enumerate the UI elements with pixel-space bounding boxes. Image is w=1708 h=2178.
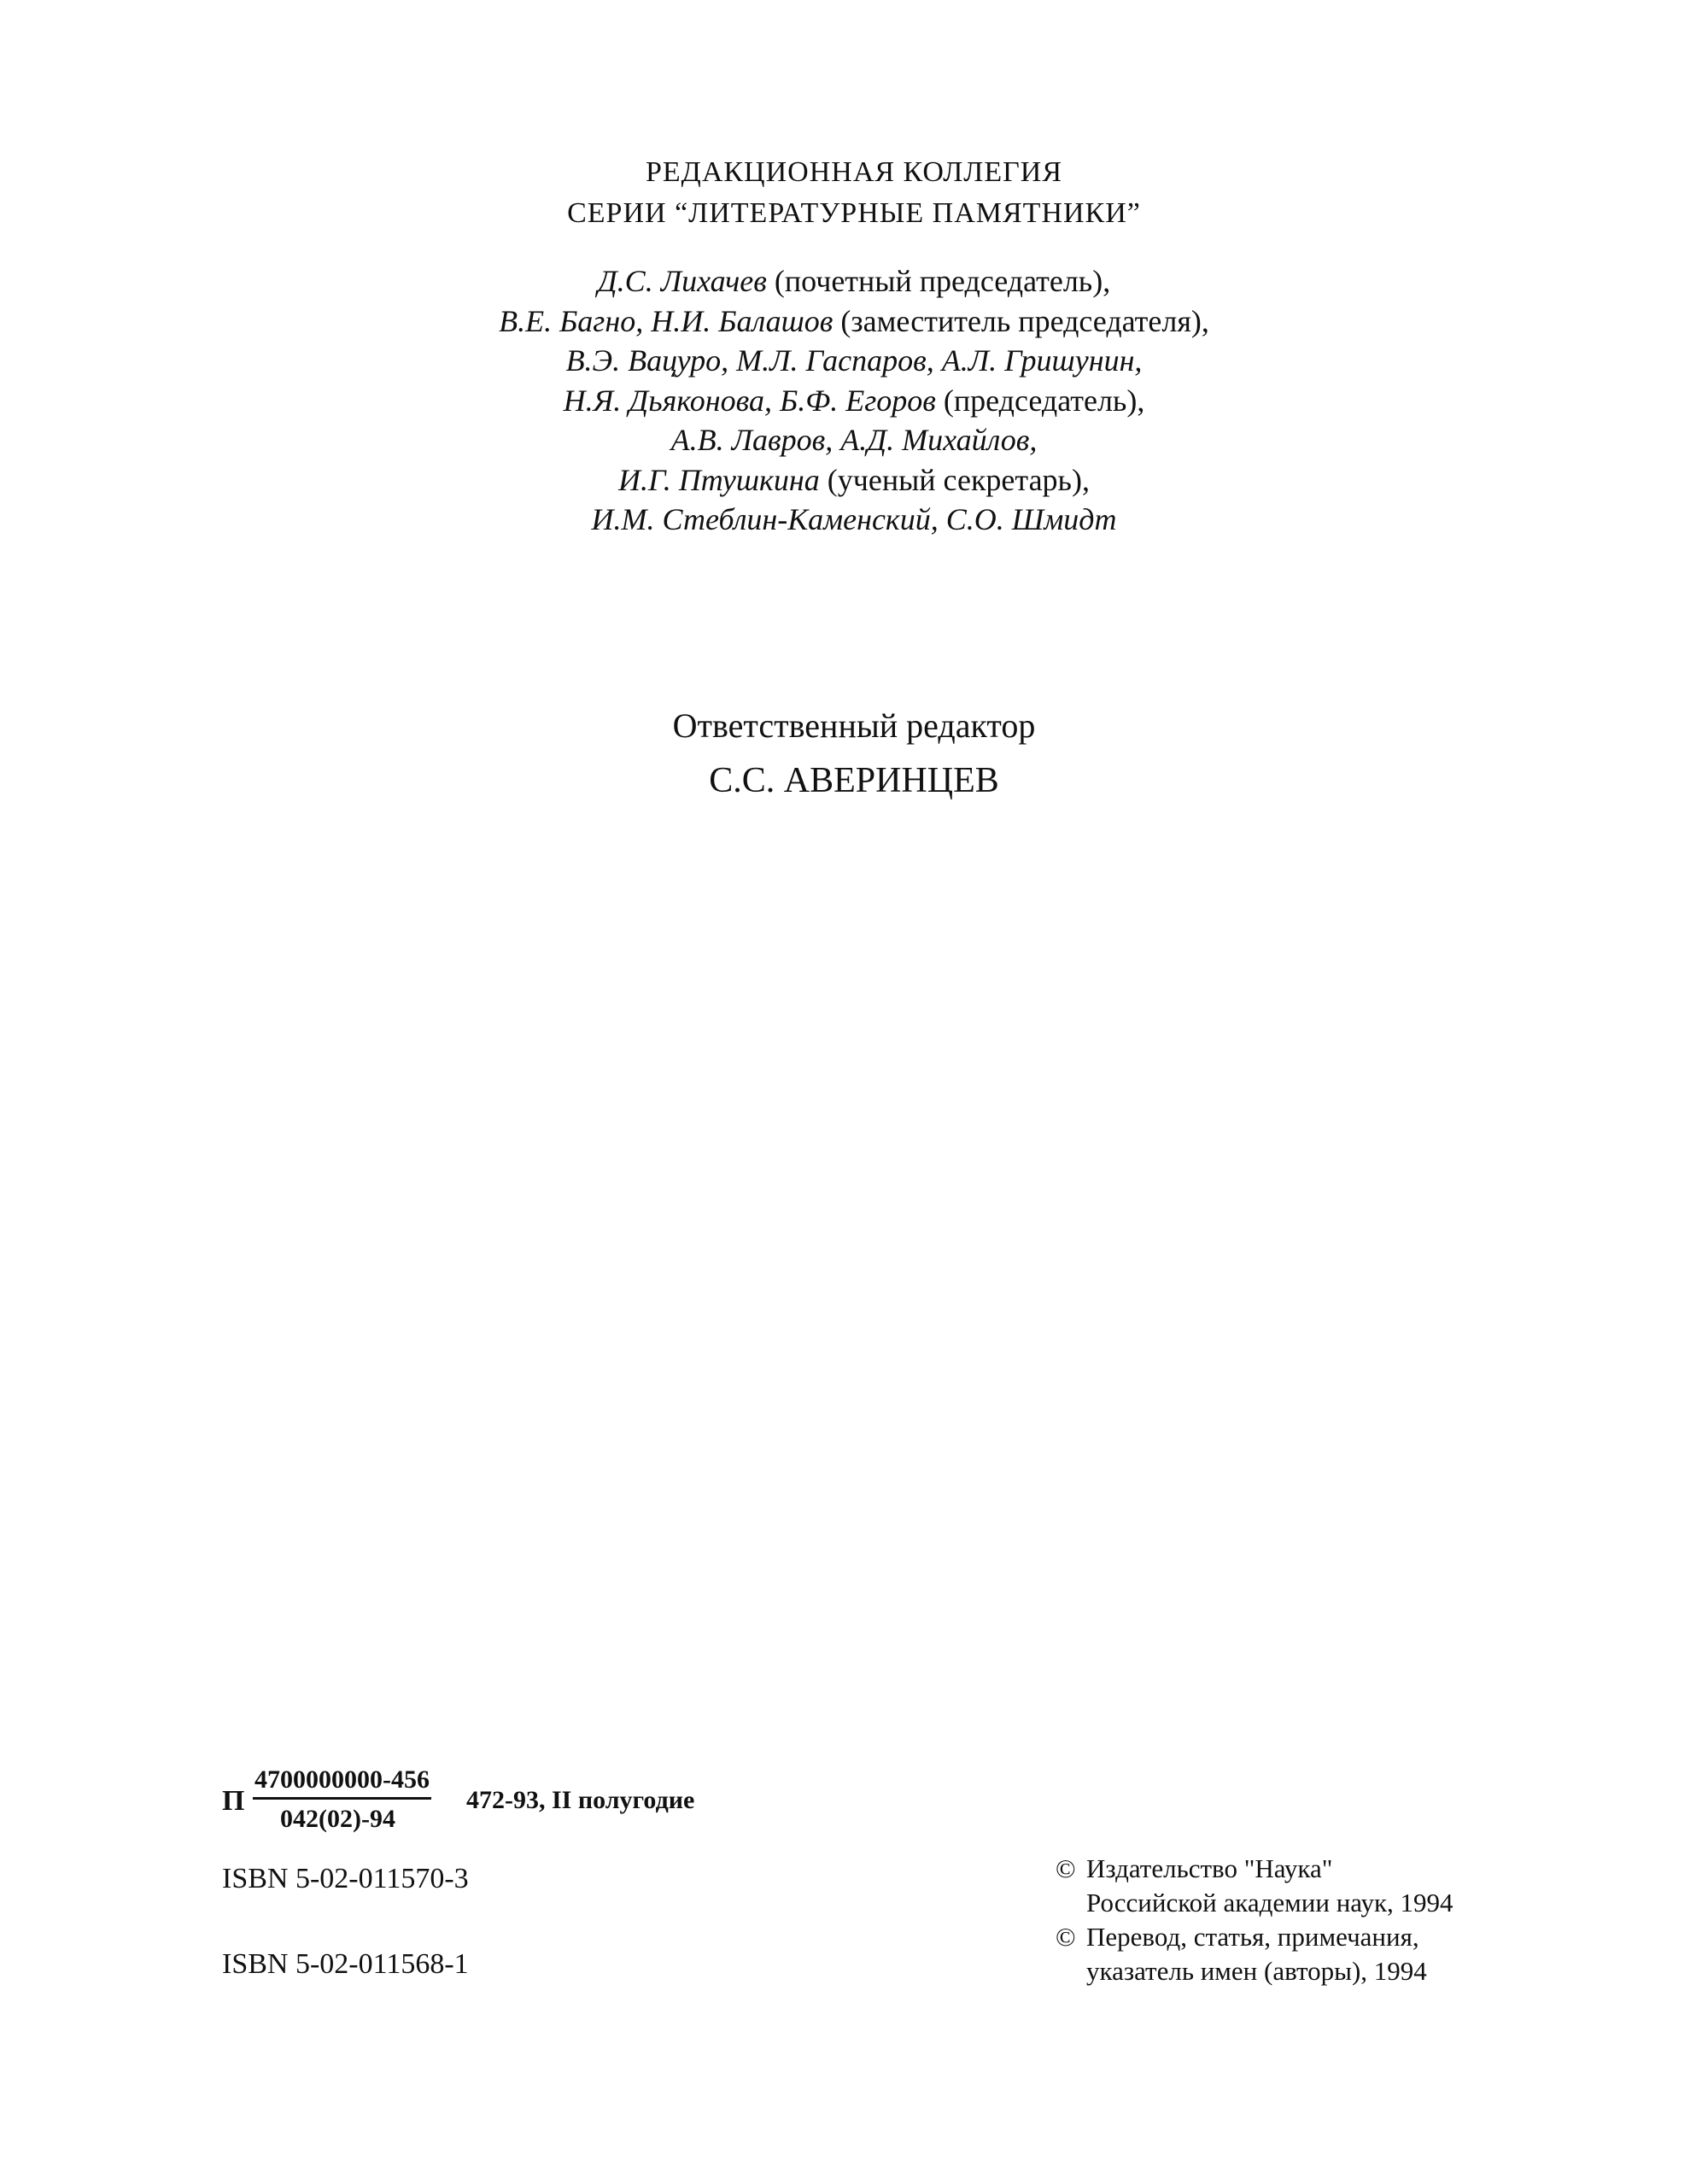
copyright-publisher-line1: Издательство "Наука" [1086,1853,1333,1883]
copyright-symbol: © [1056,1922,1076,1952]
copyright-publisher-line2: Российской академии наук, 1994 [1086,1888,1454,1917]
board-member-line [0,460,1708,501]
editorial-board-heading [0,152,1708,234]
copyright-authors-line1: Перевод, статья, примечания, [1086,1922,1419,1952]
board-member-names: А.В. Лавров, А.Д. Михайлов, [670,423,1038,457]
isbn-second: ISBN 5-02-011568-1 [222,1948,469,1980]
board-member-names: В.Е. Багно, Н.И. Балашов [499,303,834,338]
editorial-board-members [0,261,1708,540]
series-title: СЕРИИ “ЛИТЕРАТУРНЫЕ ПАМЯТНИКИ” [567,197,1141,229]
board-member-line [0,381,1708,421]
copyright-block [1056,1852,1670,1988]
board-member-role: (ученый секретарь), [819,462,1090,497]
board-member-line [0,500,1708,540]
copyright-authors-line2: указатель имен (авторы), 1994 [1086,1956,1427,1986]
editorial-board-title: РЕДАКЦИОННАЯ КОЛЛЕГИЯ [645,156,1063,188]
board-member-line [0,302,1708,342]
board-member-role: (почетный председатель), [766,264,1111,298]
board-member-names: В.Э. Вацуро, М.Л. Гаспаров, А.Л. Гришунин, [565,343,1143,378]
imprint-denominator: 042(02)-94 [280,1805,395,1833]
board-member-line [0,341,1708,381]
imprint-numerator: 4700000000-456 [253,1763,431,1800]
board-member-names: И.Г. Птушкина [618,462,820,497]
copyright-authors [1056,1920,1670,1988]
board-member-names: Д.С. Лихачев [597,264,767,298]
copyright-publisher [1056,1852,1670,1920]
publication-imprint-code [222,1763,820,1848]
board-member-line [0,420,1708,460]
board-member-role: (председатель), [935,383,1145,418]
isbn-first: ISBN 5-02-011570-3 [222,1863,469,1894]
board-member-line [0,261,1708,302]
imprint-suffix: 472-93, II полугодие [466,1786,695,1814]
responsible-editor-block [0,702,1708,805]
board-member-role: (заместитель председателя), [833,303,1209,338]
responsible-editor-role: Ответственный редактор [672,706,1036,745]
copyright-symbol: © [1056,1853,1076,1883]
board-member-names: И.М. Стеблин-Каменский, С.О. Шмидт [591,502,1117,536]
imprint-prefix: П [222,1785,245,1817]
board-member-names: Н.Я. Дьяконова, Б.Ф. Егоров [563,383,936,418]
responsible-editor-name: С.С. АВЕРИНЦЕВ [709,761,999,800]
